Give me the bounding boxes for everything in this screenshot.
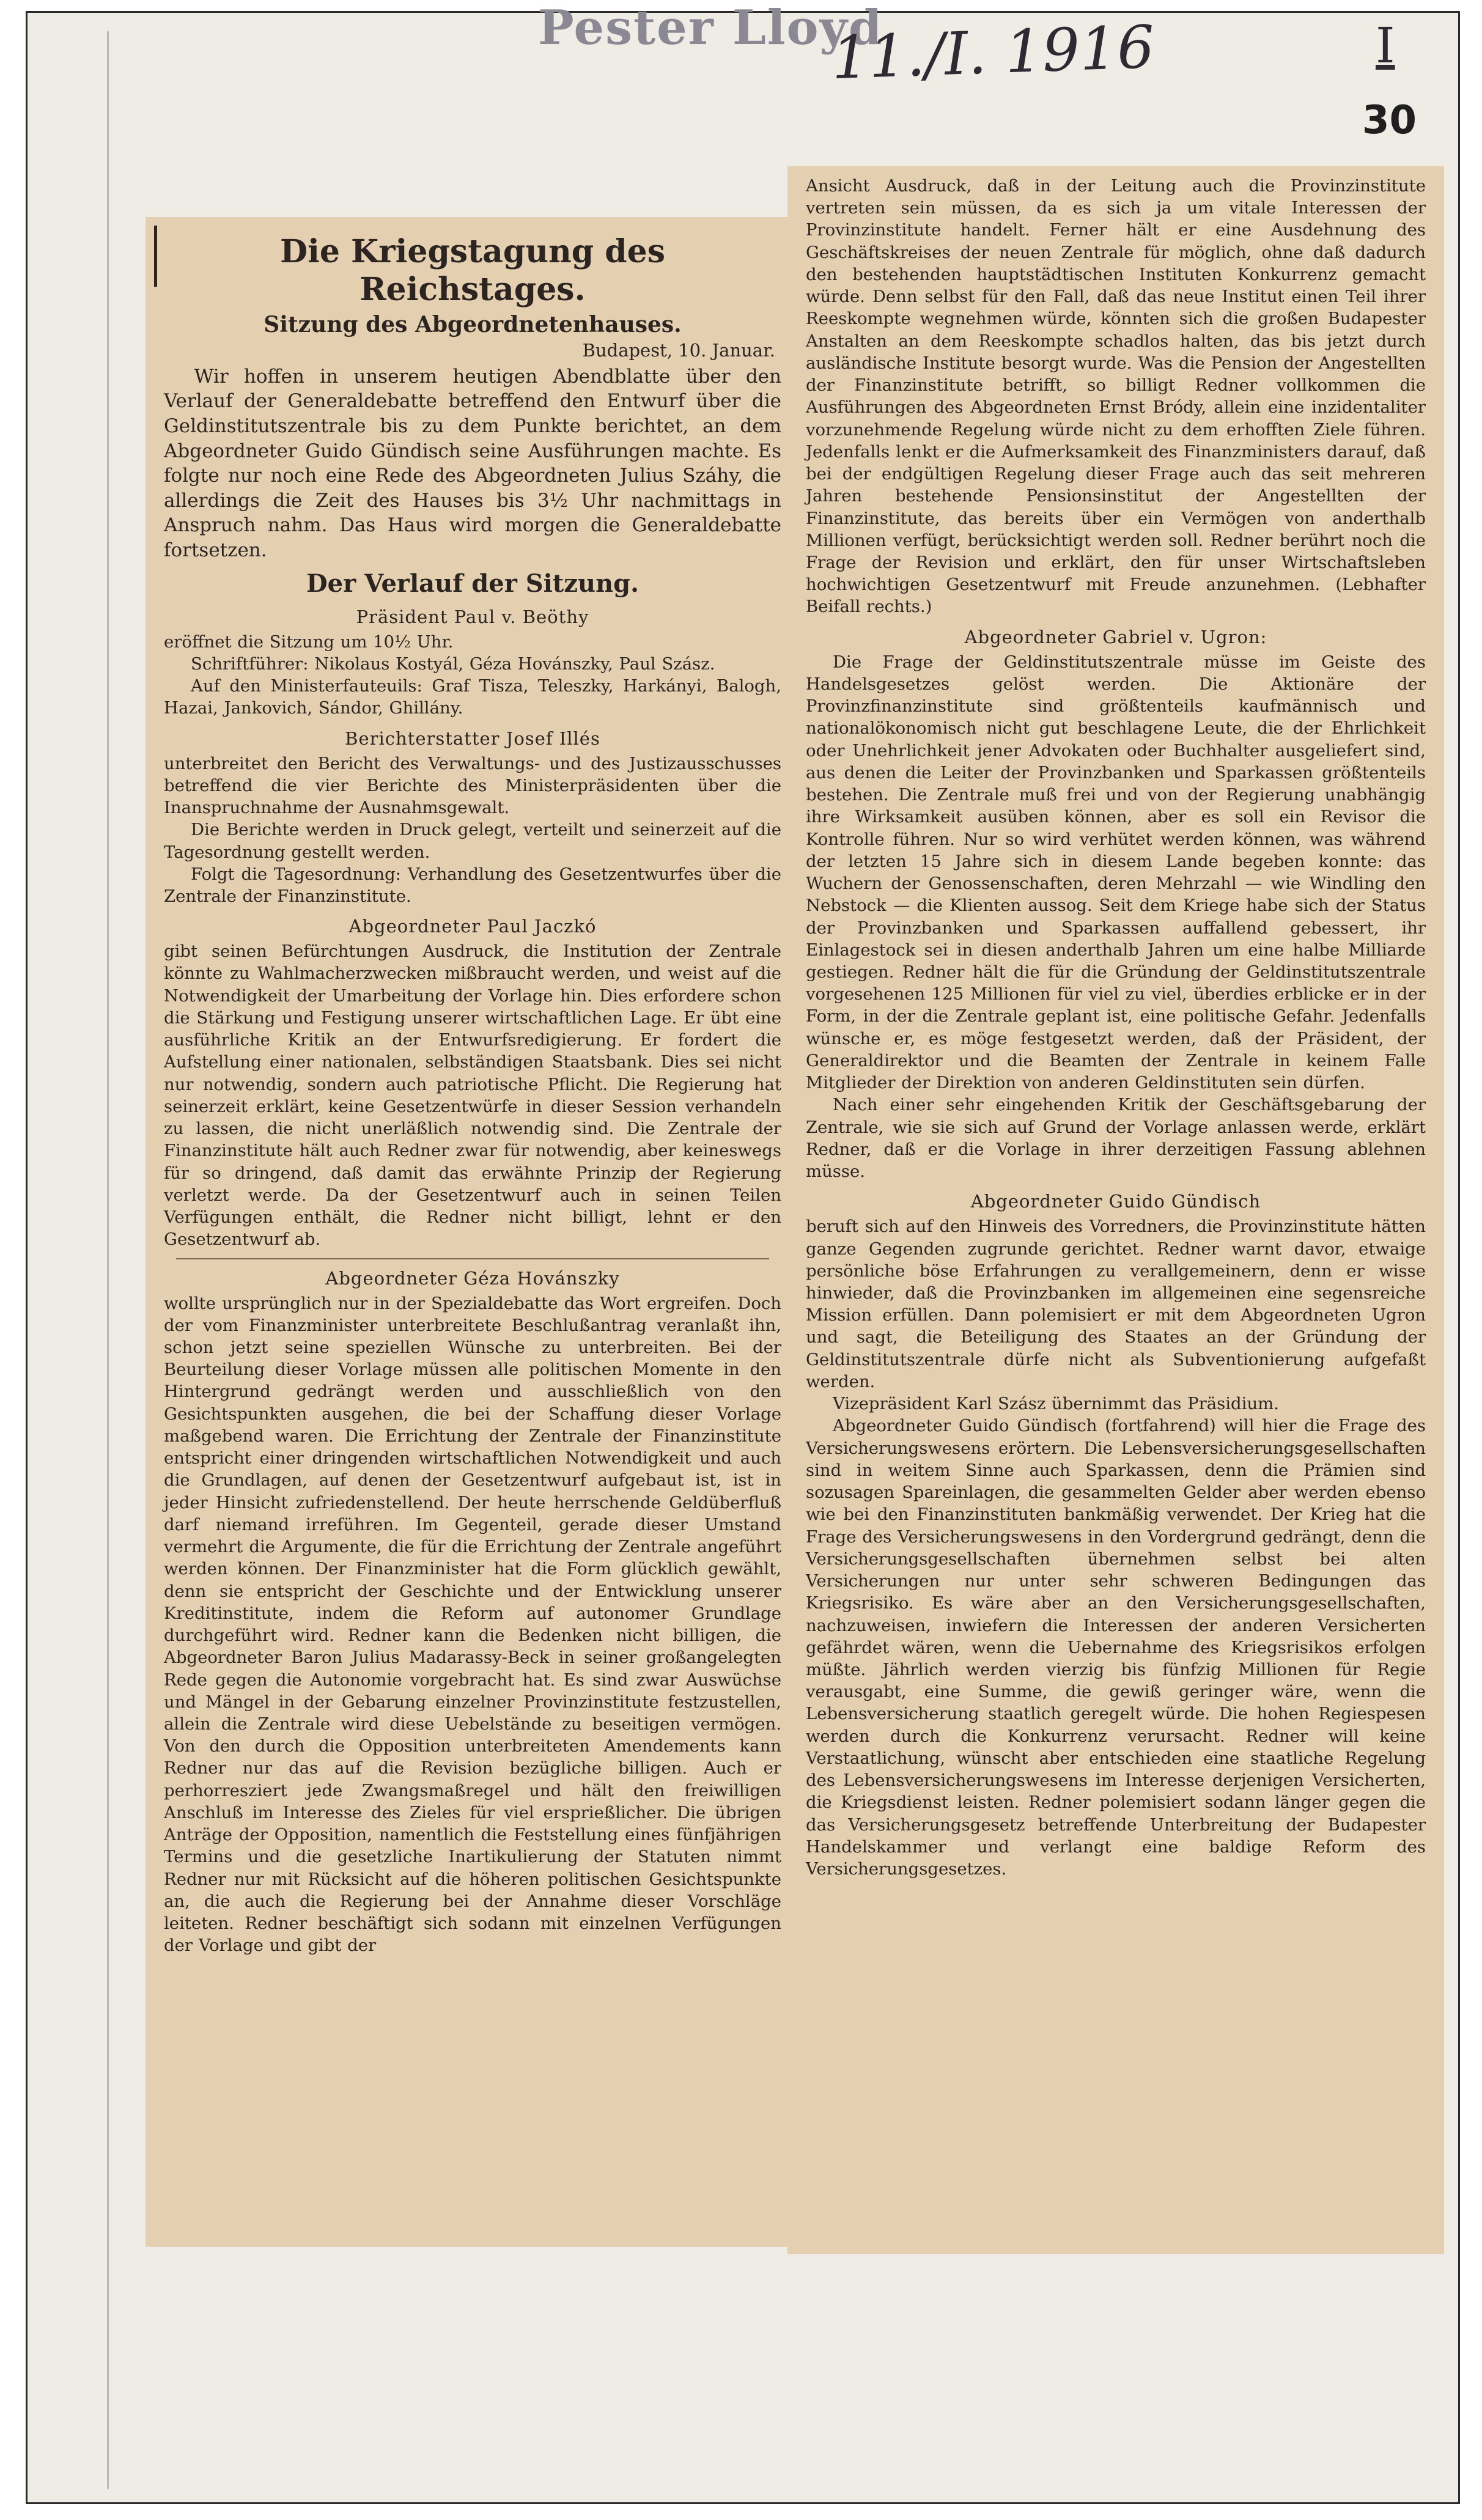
dateline: Budapest, 10. Januar. bbox=[582, 339, 775, 361]
secretaries-line: Schriftführer: Nikolaus Kostyál, Géza Hovánszky, Paul Szász. bbox=[191, 654, 715, 674]
paragraph: wollte ursprünglich nur in der Spezialdebatte das Wort ergreifen. Doch der vom Finanzminister unterbreitete Beschlußantrag veranlaßt ihn, schon jetzt seine speziellen Wünsche zu unterbreiten. Bei der Beurteilung dieser Vorlage müssen alle politischen Momente in den Hintergrund gedrängt werden und ausschließlich von den Gesichtspunkten ausgehen, die bei der Schaffung dieser Vorlage maßgebend waren. Die Errichtung der Zentrale der Finanzinstitute entspricht einer dringenden wirtschaftlichen Notwendigkeit und auch die Grundlagen, auf denen der Gesetzentwurf aufgebaut ist, ist in jeder Hinsicht zufriedenstellend. Der heute herrschende Geldüberfluß darf niemand irreführen. Im Gegenteil, gerade dieser Umstand vermehrt die Argumente, die für die Errichtung der Zentrale angeführt werden können. Der Finanzminister hat die Form glücklich gewählt, denn sie entspricht der Geschichte und der Entwicklung unserer Kreditinstitute, indem die Reform auf autonomer Grundlage durchgeführt wird. Redner kann die Bedenken nicht billigen, die Abgeordneter Baron Julius Madarassy-Beck in seiner großangelegten Rede gegen die Autonomie vorgebracht hat. Es sind zwar Auswüchse und Mängel in der Gebarung einzelner Provinzinstitute festzustellen, allein die Zentrale wird diese Uebelstände zu beseitigen vermögen. Von den durch die Opposition unterbreiteten Amendements kann Redner nur das auf die Revision bezügliche billigen. Auch er perhorresziert jede Zwangsmaßregel und hält den freiwilligen Anschluß im Interesse des Zieles für viel ersprießlicher. Die übrigen Anträge der Opposition, namentlich die Feststellung eines fünfjährigen Termins und die gesetzliche Inartikulierung der Statuten nimmt Redner nur mit Rücksicht auf die höheren politischen Gesichtspunkte an, die auch die Regierung bei der Annahme dieser Vorschläge leiteten. Redner beschäftigt sich sodann mit einzelnen Verfügungen der Vorlage und gibt der bbox=[164, 1293, 781, 1956]
paragraph: unterbreitet den Bericht des Verwaltungs- und des Justizausschusses betreffend die vier Berichte des Ministerpräsidenten über die Inanspruchnahme der Ausnahmsgewalt. bbox=[164, 753, 781, 818]
ministers-line: Auf den Ministerfauteuils: Graf Tisza, Teleszky, Harkányi, Balogh, Hazai, Jankovich, Sándor, Ghillány. bbox=[164, 676, 781, 718]
speaker-heading: Berichterstatter Josef Illés bbox=[345, 728, 600, 749]
article-title: Die Kriegstagung des Reichstages. bbox=[280, 233, 665, 309]
fold-line bbox=[107, 31, 109, 2489]
paragraph: beruft sich auf den Hinweis des Vorredners, die Provinzinstitute hätten ganze Gegenden zugrunde gerichtet. Redner warnt davor, etwaige persönliche böse Erfahrungen zu verallgemeinern, denn er wisse hinwieder, daß die Provinzbanken im allgemeinen eine segensreiche Mission erfüllen. Dann polemisiert er mit dem Abgeordneten Ugron und sagt, die Beteiligung des Staates an der Gründung der Geldinstitutszentrale dürfe nicht als Subventionierung aufgefaßt werden. bbox=[806, 1217, 1426, 1391]
intro-paragraph: Wir hoffen in unserem heutigen Abendblatte über den Verlauf der Generaldebatte betreffend den Entwurf über die Geldinstitutszentrale bis zu dem Punkte berichtet, an dem Abgeordneter Guido Gündisch seine Ausführungen machte. Es folgte nur noch eine Rede des Abgeordneten Julius Száhy, die allerdings die Zeit des Hauses bis 3½ Uhr nachmittags in Anspruch nahm. Das Haus wird morgen die Generaldebatte fortsetzen. bbox=[164, 365, 781, 562]
paragraph: Abgeordneter Guido Gündisch (fortfahrend) will hier die Frage des Versicherungswesens erörtern. Die Lebensversicherungsgesellschaften sind in weitem Sinne auch Sparkassen, denn die Prämien sind sozusagen Spareinlagen, die gesammelten Gelder aber werden ebenso wie bei den Finanzinstituten bankmäßig verwendet. Der Krieg hat die Frage des Versicherungswesens in den Vordergrund gedrängt, denn die Versicherungsgesellschaften übernehmen selbst bei alten Versicherungen nur unter sehr schweren Bedingungen das Kriegsrisiko. Es wäre aber an den Versicherungsgesellschaften, nachzuweisen, inwiefern die Interessen der anderen Versicherten gefährdet wären, wenn die Uebernahme des Kriegsrisikos erfolgen müßte. Jährlich werden vierzig bis fünfzig Millionen für Regie verausgabt, eine Summe, die gewiß geringer wäre, wenn die Lebensversicherung staatlich geregelt würde. Die hohen Regiespesen werden durch die Konkurrenz verursacht. Redner will keine Verstaatlichung, wünscht aber entschieden eine staatliche Regelung des Lebensversicherungswesens im Interesse derjenigen Versicherten, die Kriegsdienst leisten. Redner polemisiert sodann länger gegen die das Versicherungsgesetz betreffende Unterbreitung der Budapester Handelskammer und verlangt eine baldige Reform des Versicherungsgesetzes. bbox=[806, 1416, 1426, 1879]
paragraph: gibt seinen Befürchtungen Ausdruck, die Institution der Zentrale könnte zu Wahlmacherzwecken mißbraucht werden, und weist auf die Notwendigkeit der Umarbeitung der Vorlage hin. Dies erfordere schon die Stärkung und Festigung unserer wirtschaftlichen Lage. Er übt eine ausführliche Kritik an der Entwurfsredigierung. Er fordert die Aufstellung einer nationalen, selbständigen Staatsbank. Dies sei nicht nur notwendig, sondern auch patriotische Pflicht. Die Regierung hat seinerzeit erklärt, keine Gesetzentwürfe in dieser Session verhandeln zu lassen, die nicht unerläßlich notwendig sind. Die Zentrale der Finanzinstitute hält auch Redner zwar für notwendig, aber keineswegs für so dringend, daß damit das erwähnte Prinzip der Regierung verletzt werde. Da der Gesetzentwurf auch in seinen Teilen Verfügungen enthält, die Redner nicht billigt, lehnt er den Gesetzentwurf ab. bbox=[164, 941, 781, 1250]
paragraph: Ansicht Ausdruck, daß in der Leitung auch die Provinzinstitute vertreten sein müssen, da es sich ja um vitale Interessen der Provinzinstitute handelt. Ferner hält er eine Ausdehnung des Geschäftskreises der neuen Zentrale für möglich, ohne daß dadurch den bestehenden hauptstädtischen Instituten Konkurrenz gemacht würde. Denn selbst für den Fall, daß das neue Institut einen Teil ihrer Reeskompte wegnehmen würde, könnten sich die großen Budapester Anstalten an dem Reeskompte schadlos halten, das bis jetzt durch ausländische Institute besorgt wurde. Was die Pension der Angestellten der Finanzinstitute betrifft, so billigt Redner vollkommen die Ausführungen des Abgeordneten Ernst Bródy, allein eine inzidentaliter vorzunehmende Regelung würde nicht zu dem erhofften Ziele führen. Jedenfalls lenkt er die Aufmerksamkeit des Finanzministers darauf, daß bei der endgültigen Regelung dieser Frage auch das seit mehreren Jahren bestehende Pensionsinstitut der Angestellten der Finanzinstitute, das bereits über ein Vermögen von anderthalb Millionen verfügt, berücksichtigt werden soll. Redner berührt noch die Frage der Revision und erklärt, den für unser Wirtschaftsleben hochwichtigen Gesetzentwurf mit Freude anzunehmen. (Lebhafter Beifall rechts.) bbox=[806, 176, 1426, 617]
paragraph: Die Frage der Geldinstitutszentrale müsse im Geiste des Handelsgesetzes gelöst werden. Die Aktionäre der Provinzfinanzinstitute sind größtenteils kaufmännisch und nationalökonomisch nicht gut beschlagene Leute, die der Ehrlichkeit oder Unehrlichkeit jener Advokaten oder Buchhalter ausgeliefert sind, aus denen die Leiter der Provinzbanken und Sparkassen größtenteils bestehen. Die Zentrale muß frei und von der Regierung unabhängig ihre Wirksamkeit ausüben können, aber es soll ein Revisor die Kontrolle führen. Nur so wird verhütet werden können, was während der letzten 15 Jahre sich in diesem Lande begeben konnte: das Wuchern der Genossenschaften, deren Mehrzahl — wie Windling den Nebstock — die Klienten aussog. Seit dem Kriege habe sich der Status der Provinzbanken und Sparkassen auffallend gebessert, ihr Einlagestock sei in diesen anderthalb Jahren um eine halbe Milliarde gestiegen. Redner hält die für die Gründung der Geldinstitutszentrale vorgesehenen 125 Millionen für viel zu viel, überdies erblicke er in der Form, in der die Zentrale geplant ist, eine politische Gefahr. Jedenfalls wünsche er, es möge festgesetzt werden, daß der Präsident, der Generaldirektor und die Beamten der Zentrale in keinem Falle Mitglieder der Direktion von anderen Geldinstituten sein dürfen. bbox=[806, 652, 1426, 1093]
page-number: 30 bbox=[1362, 98, 1417, 143]
article-subtitle: Sitzung des Abgeordnetenhauses. bbox=[264, 311, 682, 337]
title-rule bbox=[154, 226, 157, 287]
president-line: Präsident Paul v. Beöthy bbox=[356, 606, 589, 627]
section-title: Der Verlauf der Sitzung. bbox=[306, 569, 640, 598]
column-divider bbox=[176, 1258, 769, 1259]
paragraph: Nach einer sehr eingehenden Kritik der Geschäftsgebarung der Zentrale, wie sie sich auf Grund der Vorlage anlassen werde, erklärt Redner, daß er die Vorlage in ihrer derzeitigen Fassung ablehnen müsse. bbox=[806, 1095, 1426, 1182]
clipping-right-column bbox=[787, 166, 1444, 2254]
newspaper-stamp: Pester Lloyd bbox=[538, 0, 883, 56]
clipping-left-column bbox=[146, 217, 800, 2247]
speaker-heading: Abgeordneter Paul Jaczkó bbox=[348, 916, 597, 937]
speaker-heading: Abgeordneter Gabriel v. Ugron: bbox=[964, 626, 1267, 647]
paragraph: Die Berichte werden in Druck gelegt, verteilt und seinerzeit auf die Tagesordnung gestellt werden. bbox=[164, 820, 781, 862]
speaker-heading: Abgeordneter Guido Gündisch bbox=[970, 1191, 1261, 1212]
handwritten-date: 11./I. 1916 bbox=[830, 12, 1156, 93]
handwritten-roman-numeral: I bbox=[1376, 17, 1395, 74]
speaker-heading: Abgeordneter Géza Hovánszky bbox=[325, 1267, 620, 1289]
paragraph: Vizepräsident Karl Szász übernimmt das Präsidium. bbox=[833, 1394, 1279, 1414]
opening-line: eröffnet die Sitzung um 10½ Uhr. bbox=[164, 632, 454, 652]
paragraph: Folgt die Tagesordnung: Verhandlung des Gesetzentwurfes über die Zentrale der Finanzinstitute. bbox=[164, 864, 781, 906]
